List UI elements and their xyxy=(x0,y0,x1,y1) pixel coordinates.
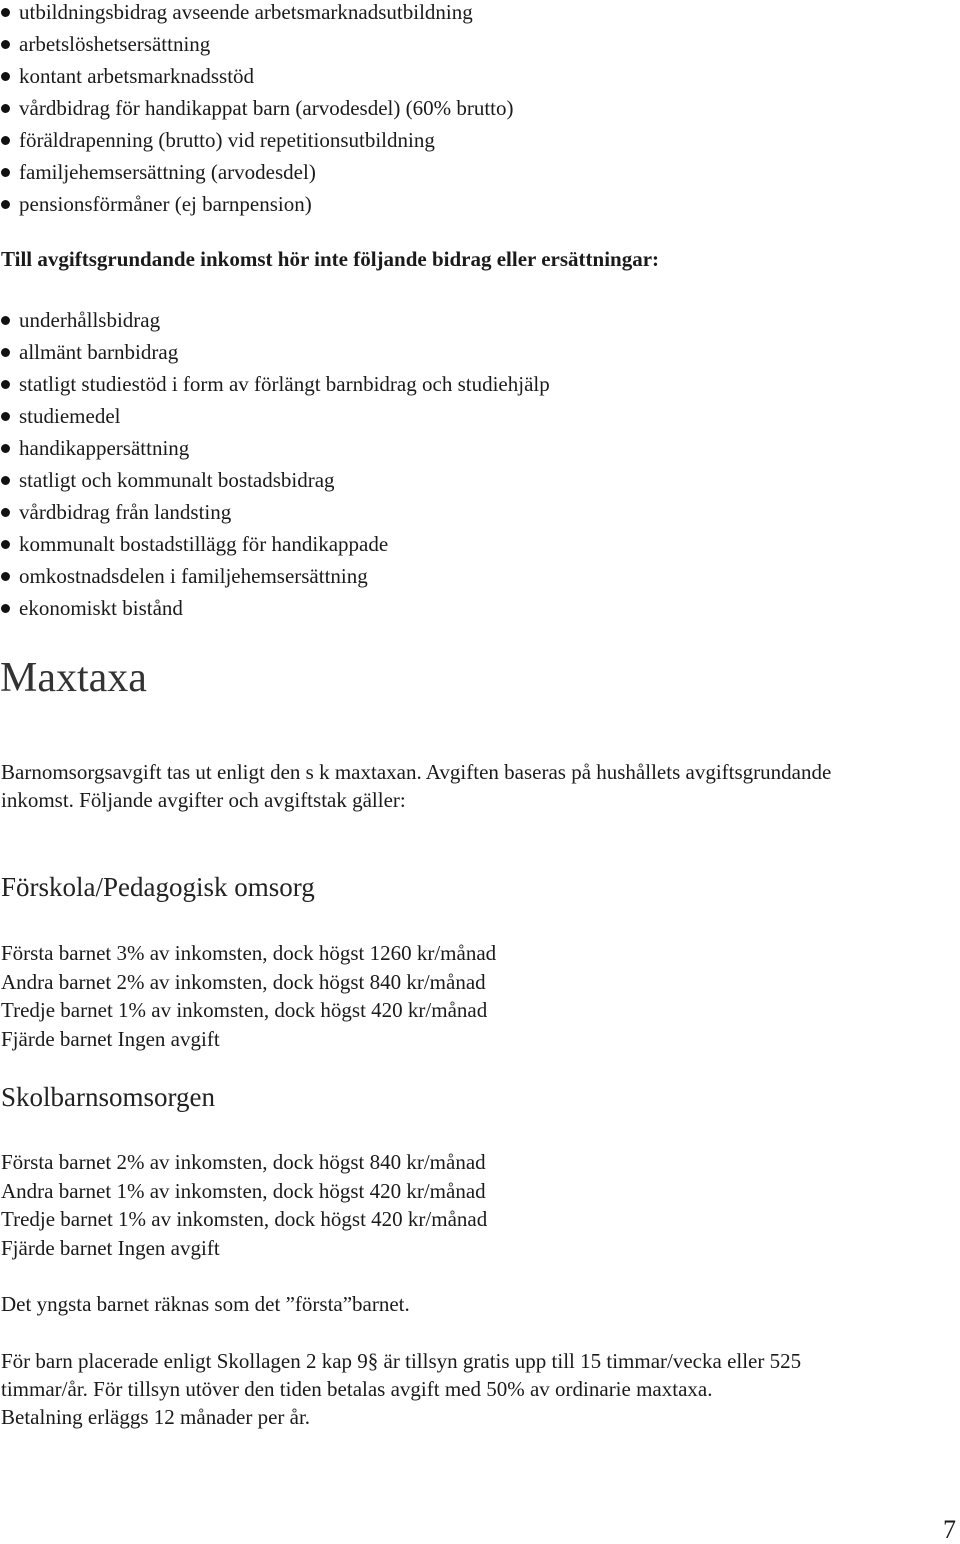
fee-line: Andra barnet 2% av inkomsten, dock högst 840 kr/månad xyxy=(1,969,486,994)
bullet-icon xyxy=(1,476,10,485)
bullet-icon xyxy=(1,136,10,145)
bullet-icon xyxy=(1,200,10,209)
list-item: vårdbidrag för handikappat barn (arvodesdel) (60% brutto) xyxy=(0,96,513,128)
bullet-icon xyxy=(1,168,10,177)
list-item: familjehemsersättning (arvodesdel) xyxy=(0,160,513,192)
fee-line: Första barnet 2% av inkomsten, dock högst 840 kr/månad xyxy=(1,1150,486,1174)
intro-paragraph xyxy=(1,758,881,814)
bullet-icon xyxy=(1,508,10,517)
fee-line: Fjärde barnet Ingen avgift xyxy=(1,1235,220,1260)
list-item: pensionsförmåner (ej barnpension) xyxy=(0,192,513,224)
bullet-icon xyxy=(1,540,10,549)
section-title: Maxtaxa xyxy=(0,655,147,701)
fee-line: Fjärde barnet Ingen avgift xyxy=(1,1026,220,1051)
fee-line: Första barnet 3% av inkomsten, dock högst 1260 kr/månad xyxy=(1,941,497,965)
fee-line: Tredje barnet 1% av inkomsten, dock högst 420 kr/månad xyxy=(1,1207,488,1231)
list-item: ekonomiskt bistånd xyxy=(0,596,550,628)
bullet-icon xyxy=(1,348,10,357)
list-item: omkostnadsdelen i familjehemsersättning xyxy=(0,564,550,596)
page-number: 7 xyxy=(943,1515,956,1544)
bullet-icon xyxy=(1,104,10,113)
list-item: vårdbidrag från landsting xyxy=(0,500,550,532)
bullet-icon xyxy=(1,604,10,613)
bullet-icon xyxy=(1,380,10,389)
excluded-income-list xyxy=(0,308,550,628)
included-income-list xyxy=(0,0,513,224)
list-item: arbetslöshetsersättning xyxy=(0,32,513,64)
fee-line: Andra barnet 1% av inkomsten, dock högst 420 kr/månad xyxy=(1,1178,486,1203)
bullet-icon xyxy=(1,316,10,325)
list-item: allmänt barnbidrag xyxy=(0,340,550,372)
skollag-note xyxy=(1,1347,941,1431)
list-item: kommunalt bostadstillägg för handikappade xyxy=(0,532,550,564)
bullet-icon xyxy=(1,444,10,453)
bullet-icon xyxy=(1,572,10,581)
bullet-icon xyxy=(1,412,10,421)
bullet-icon xyxy=(1,8,10,17)
list-item: studiemedel xyxy=(0,404,550,436)
intro-line-1: Barnomsorgsavgift tas ut enligt den s k maxtaxan. Avgiften baseras på hushållets avgiftsgrundande xyxy=(1,760,832,784)
skolbarn-fee-list xyxy=(1,1148,487,1262)
intro-line-2: inkomst. Följande avgifter och avgiftstak gäller: xyxy=(1,788,406,812)
forskola-heading: Förskola/Pedagogisk omsorg xyxy=(1,872,315,902)
skollag-line-1: För barn placerade enligt Skollagen 2 kap 9§ är tillsyn gratis upp till 15 timmar/vecka eller 525 xyxy=(1,1349,802,1373)
list-item: statligt studiestöd i form av förlängt barnbidrag och studiehjälp xyxy=(0,372,550,404)
fee-line: Tredje barnet 1% av inkomsten, dock högst 420 kr/månad xyxy=(1,998,488,1022)
list-item: föräldrapenning (brutto) vid repetitionsutbildning xyxy=(0,128,513,160)
list-item: statligt och kommunalt bostadsbidrag xyxy=(0,468,550,500)
forskola-fee-list xyxy=(1,939,496,1053)
list-item: underhållsbidrag xyxy=(0,308,550,340)
bullet-icon xyxy=(1,40,10,49)
skolbarn-heading: Skolbarnsomsorgen xyxy=(1,1082,215,1112)
skollag-line-2: timmar/år. För tillsyn utöver den tiden betalas avgift med 50% av ordinarie maxtaxa. xyxy=(1,1377,713,1401)
skollag-line-3: Betalning erläggs 12 månader per år. xyxy=(1,1405,311,1429)
bullet-icon xyxy=(1,72,10,81)
youngest-child-note: Det yngsta barnet räknas som det ”första”barnet. xyxy=(1,1292,410,1316)
list-item: utbildningsbidrag avseende arbetsmarknadsutbildning xyxy=(0,0,513,32)
excluded-income-heading: Till avgiftsgrundande inkomst hör inte följande bidrag eller ersättningar: xyxy=(1,247,660,271)
list-item: kontant arbetsmarknadsstöd xyxy=(0,64,513,96)
list-item: handikappersättning xyxy=(0,436,550,468)
